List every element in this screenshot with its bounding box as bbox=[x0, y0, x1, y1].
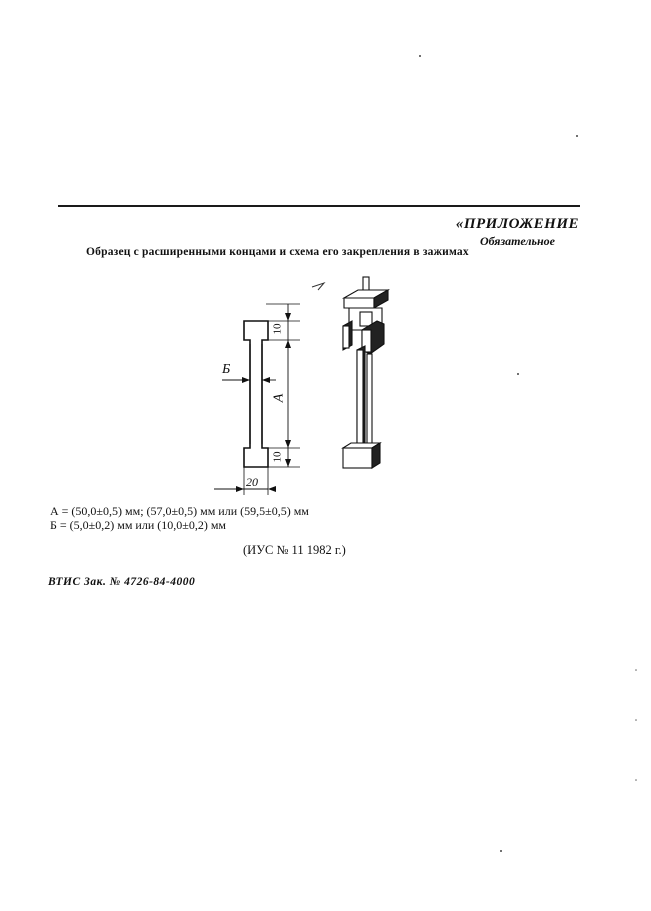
figure-heading: Образец с расширенными концами и схема его закрепления в зажимах bbox=[86, 246, 469, 258]
print-stamp: ВТИС Зак. № 4726-84-4000 bbox=[48, 576, 196, 588]
clamp-schematic bbox=[343, 277, 388, 468]
label-a: А bbox=[271, 393, 287, 403]
dimension-top-value: 10 bbox=[271, 323, 284, 335]
specimen-outline bbox=[244, 321, 268, 467]
ius-reference: (ИУС № 11 1982 г.) bbox=[243, 543, 346, 557]
dimension-width-value: 20 bbox=[246, 475, 258, 489]
formula-a: А = (50,0±0,5) мм; (57,0±0,5) мм или (59,5±0,5) мм bbox=[50, 504, 309, 518]
formula-b: Б = (5,0±0,2) мм или (10,0±0,2) мм bbox=[50, 518, 227, 532]
appendix-title: «ПРИЛОЖЕНИЕ bbox=[455, 216, 579, 232]
label-b: Б bbox=[222, 362, 231, 377]
dimension-bottom-value: 10 bbox=[271, 451, 284, 463]
appendix-status: Обязательное bbox=[479, 234, 555, 248]
